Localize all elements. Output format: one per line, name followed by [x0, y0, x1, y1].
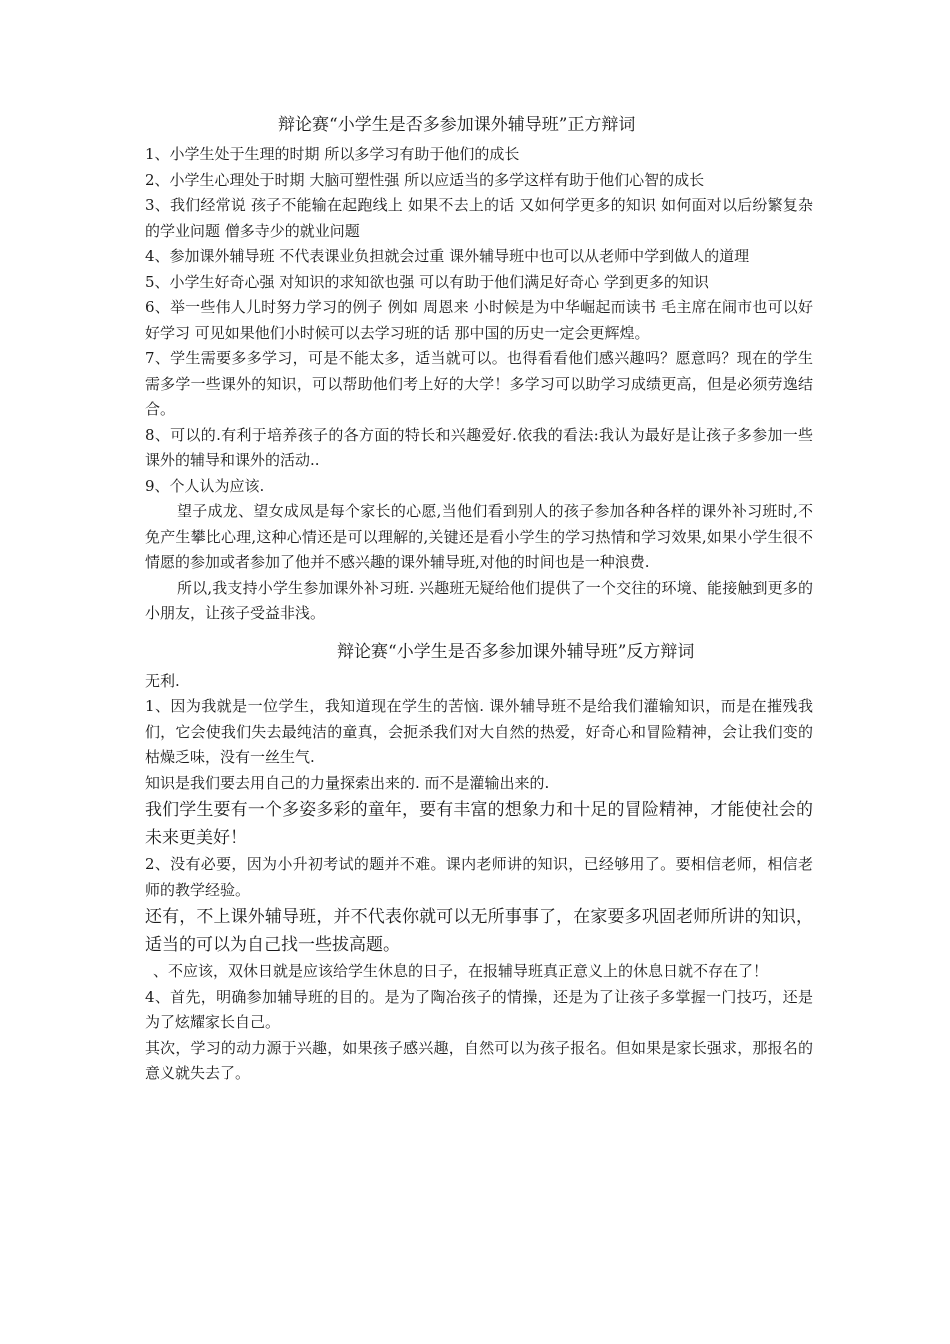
- pro-title: 辩论赛“小学生是否多参加课外辅导班”正方辩词: [278, 115, 636, 135]
- pro-paragraph-1: 望子成龙、望女成凤是每个家长的心愿,当他们看到别人的孩子参加各种各样的课外补习班时,不免产生攀比心理,这种心情还是可以理解的,关键还是看小学生的学习热情和学习效果,如果小学生很不情愿的参加或者参加了他并不感兴趣的课外辅导班,对他的时间也是一种浪费.: [145, 502, 813, 571]
- pro-point-9: 9、个人认为应该.: [145, 476, 265, 495]
- pro-paragraph-2: 所以,我支持小学生参加课外补习班. 兴趣班无疑给他们提供了一个交往的环境、能接触到更多的小朋友，让孩子受益非浅。: [145, 578, 813, 622]
- con-point-3: 、不应该，双休日就是应该给学生休息的日子，在报辅导班真正意义上的休息日就不存在了！: [153, 962, 769, 980]
- pro-point-8: 8、可以的.有利于培养孩子的各方面的特长和兴趣爱好.依我的看法:我认为最好是让孩子多参加一些课外的辅导和课外的活动..: [145, 425, 813, 469]
- pro-point-2: 2、小学生心理处于时期 大脑可塑性强 所以应适当的多学这样有助于他们心智的成长: [145, 170, 705, 189]
- pro-point-3: 3、我们经常说 孩子不能输在起跑线上 如果不去上的话 又如何学更多的知识 如何面对以后纷繁复杂的学业问题 僧多寺少的就业问题: [145, 196, 813, 240]
- con-paragraph-2: 我们学生要有一个多姿多彩的童年，要有丰富的想象力和十足的冒险精神，才能使社会的未来更美好！: [145, 800, 813, 848]
- document-body: [145, 112, 813, 1087]
- con-point-4: 4、首先，明确参加辅导班的目的。是为了陶冶孩子的情操，还是为了让孩子多掌握一门技巧，还是为了炫耀家长自己。: [145, 987, 813, 1031]
- con-opening: 无利.: [145, 671, 180, 690]
- con-paragraph-1: 知识是我们要去用自己的力量探索出来的. 而不是灌输出来的.: [145, 773, 550, 792]
- con-title: 辩论赛“小学生是否多参加课外辅导班”反方辩词: [337, 641, 695, 662]
- con-paragraph-4: 其次，学习的动力源于兴趣，如果孩子感兴趣，自然可以为孩子报名。但如果是家长强求，那报名的意义就失去了。: [145, 1038, 813, 1082]
- pro-point-1: 1、小学生处于生理的时期 所以多学习有助于他们的成长: [145, 145, 520, 163]
- pro-point-4: 4、参加课外辅导班 不代表课业负担就会过重 课外辅导班中也可以从老师中学到做人的道理: [145, 247, 750, 265]
- pro-point-7: 7、学生需要多多学习，可是不能太多，适当就可以。也得看看他们感兴趣吗？愿意吗？现在的学生需多学一些课外的知识，可以帮助他们考上好的大学！多学习可以助学习成绩更高，但是必须劳逸结合。: [145, 349, 813, 418]
- con-point-1: 1、因为我就是一位学生，我知道现在学生的苦恼. 课外辅导班不是给我们灌输知识，而是在摧残我们，它会使我们失去最纯洁的童真，会扼杀我们对大自然的热爱，好奇心和冒险精神，会让我们变的枯燥乏味，没有一丝生气.: [145, 697, 813, 766]
- con-paragraph-3: 还有，不上课外辅导班，并不代表你就可以无所事事了，在家要多巩固老师所讲的知识，适当的可以为自己找一些拔高题。: [145, 907, 813, 955]
- pro-point-6: 6、举一些伟人儿时努力学习的例子 例如 周恩来 小时候是为中华崛起而读书 毛主席在闹市也可以好好学习 可见如果他们小时候可以去学习班的话 那中国的历史一定会更辉煌。: [145, 298, 813, 342]
- con-point-2: 2、没有必要，因为小升初考试的题并不难。课内老师讲的知识，已经够用了。要相信老师，相信老师的教学经验。: [145, 855, 813, 899]
- pro-point-5: 5、小学生好奇心强 对知识的求知欲也强 可以有助于他们满足好奇心 学到更多的知识: [145, 272, 709, 291]
